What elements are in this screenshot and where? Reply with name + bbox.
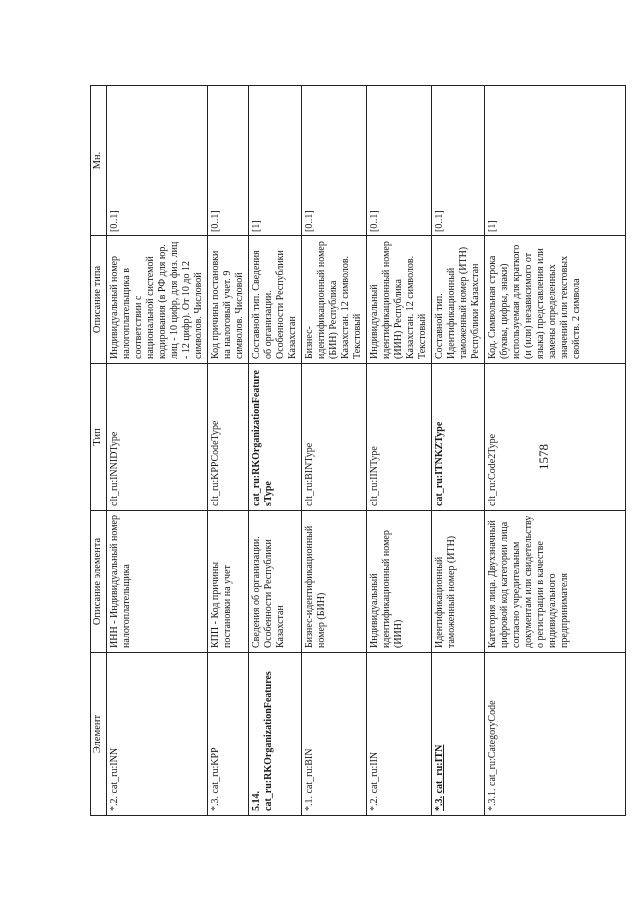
element-name: cat_ru:KPP xyxy=(210,747,221,794)
element-cell xyxy=(485,653,626,816)
type-desc-cell: Составной тип. Идентификационный таможенный номер (ИТН) Республики Казахстан xyxy=(432,236,485,364)
element-desc-cell: Категория лица. Двухзначный цифровой код категории лица согласно учредительным документам или свидетельству о регистрации в качестве индивидуального предпринимателя xyxy=(485,511,626,653)
element-cell xyxy=(367,653,432,816)
document-table-container xyxy=(90,86,582,816)
row-number: *.2. xyxy=(109,796,120,811)
table-row xyxy=(302,86,367,816)
mn-cell: [0..1] xyxy=(208,86,249,236)
type-desc-cell: Индивидуальный номер налогоплательщика в соответствии с национальной системой кодирования (в РФ для юр. лиц - 10 цифр, для физ. лиц - 12 цифр). От 10 до 12 символов. Числовой xyxy=(107,236,208,364)
element-desc-cell: КПП - Код причины постановки на учет xyxy=(208,511,249,653)
mn-cell: [0..1] xyxy=(432,86,485,236)
element-desc-cell: Сведения об организации. Особенности Республики Казахстан xyxy=(249,511,302,653)
type-desc-cell: Код причины постановки на налоговый учет. 9 символов. Числовой xyxy=(208,236,249,364)
element-desc-cell: ИНН - Индивидуальный номер налогоплательщика xyxy=(107,511,208,653)
table-header-row xyxy=(91,86,107,816)
row-number: 5.14. xyxy=(251,791,262,811)
type-cell: cat_ru:ITNKZType xyxy=(432,364,485,511)
header-element-desc: Описание элемента xyxy=(91,511,107,653)
schema-table xyxy=(90,85,626,816)
element-cell xyxy=(249,653,302,816)
mn-cell: [0..1] xyxy=(302,86,367,236)
row-number: *.2. xyxy=(369,796,380,811)
mn-cell: [0..1] xyxy=(367,86,432,236)
element-cell xyxy=(432,653,485,816)
header-type: Тип xyxy=(91,364,107,511)
type-cell: clt_ru:INNIDType xyxy=(107,364,208,511)
element-cell xyxy=(208,653,249,816)
table-row xyxy=(107,86,208,816)
element-desc-cell: Индивидуальный идентификационный номер (ИИН) xyxy=(367,511,432,653)
table-row xyxy=(249,86,302,816)
element-cell xyxy=(302,653,367,816)
row-number: *.3. xyxy=(434,796,445,811)
element-name: cat_ru:ITN xyxy=(434,744,445,794)
element-cell xyxy=(107,653,208,816)
type-desc-cell: Индивидуальный идентификационный номер (ИИН) Республика Казахстан. 12 символов. Текстовый xyxy=(367,236,432,364)
mn-cell: [0..1] xyxy=(107,86,208,236)
type-cell: clt_ru:IINType xyxy=(367,364,432,511)
type-cell: clt_ru:Code2Type xyxy=(485,364,626,511)
header-element: Элемент xyxy=(91,653,107,816)
mn-cell: [1] xyxy=(249,86,302,236)
table-row xyxy=(485,86,626,816)
row-number: *.3. xyxy=(210,796,221,811)
table-row xyxy=(432,86,485,816)
mn-cell: [1] xyxy=(485,86,626,236)
header-type-desc: Описание типа xyxy=(91,236,107,364)
table-row xyxy=(367,86,432,816)
type-desc-cell: Код. Символьная строка (буквы, цифры, знаки) используемая для краткого (и (или) независимого от языка) представления или замены определенных значений или текстовых свойств. 2 символа xyxy=(485,236,626,364)
element-name: cat_ru:IIN xyxy=(369,751,380,794)
table-row xyxy=(208,86,249,816)
row-number: *.3.1. xyxy=(487,788,498,811)
element-name: cat_ru:BIN xyxy=(304,748,315,794)
type-desc-cell: Бизнес-идентификационный номер (БИН) Республика Казахстан. 12 символов. Текстовый xyxy=(302,236,367,364)
element-desc-cell: Бизнес-идентификационный номер (БИН) xyxy=(302,511,367,653)
row-number: *.1. xyxy=(304,796,315,811)
type-cell: clt_ru:KPPCodeType xyxy=(208,364,249,511)
page-number: 1578 xyxy=(536,444,551,470)
element-name: cat_ru:INN xyxy=(109,747,120,794)
header-mn: Мн. xyxy=(91,86,107,236)
element-name: cat_ru:RKOrganizationFeatures xyxy=(263,671,274,811)
element-desc-cell: Идентификационный таможенный номер (ИТН) xyxy=(432,511,485,653)
element-name: cat_ru:CategoryCode xyxy=(487,700,498,786)
type-cell: clt_ru:BINType xyxy=(302,364,367,511)
type-cell: cat_ru:RKOrganizationFeaturesType xyxy=(249,364,302,511)
type-desc-cell: Составной тип. Сведения об организации. Особенности Республики Казахстан xyxy=(249,236,302,364)
